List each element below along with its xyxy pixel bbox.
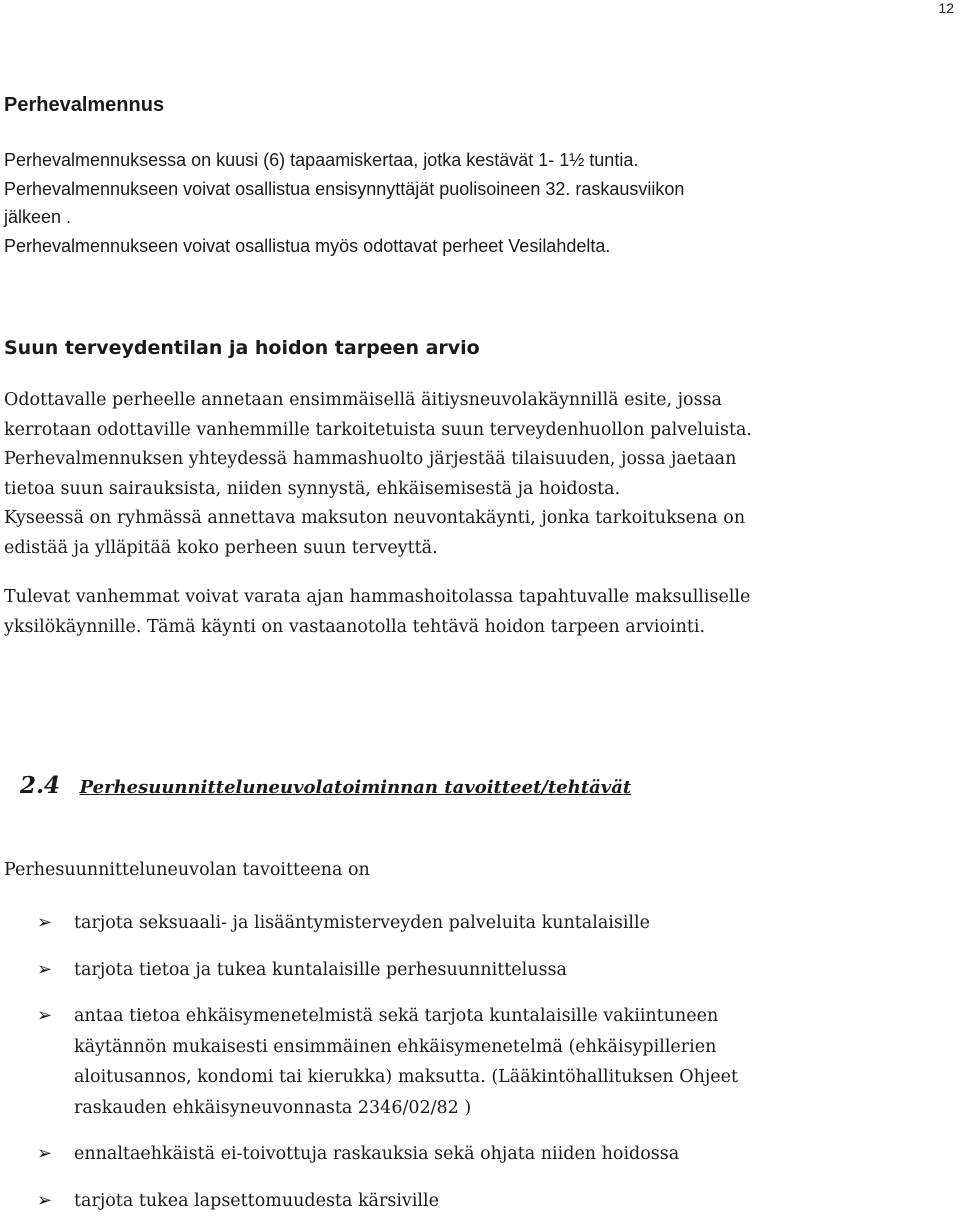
arrow-bullet-icon: ➢	[37, 958, 53, 980]
list-item	[0, 1139, 960, 1170]
text-line: Perhevalmennuksessa on kuusi (6) tapaamiskertaa, jotka kestävät 1- 1½ tuntia.	[4, 150, 639, 170]
section-title: Perhesuunnitteluneuvolatoiminnan tavoitteet/tehtävät	[79, 777, 632, 798]
arrow-bullet-icon: ➢	[37, 1143, 53, 1164]
list-item-text: tarjota seksuaali- ja lisääntymisterveyden palveluita kuntalaisille	[74, 913, 650, 933]
text-line: Kyseessä on ryhmässä annettava maksuton neuvontakäynti, jonka tarkoituksena on	[4, 508, 746, 528]
list-item-text: tarjota tukea lapsettomuudesta kärsiville	[74, 1190, 439, 1211]
arrow-bullet-icon: ➢	[37, 1005, 53, 1026]
text-line: kerrotaan odottaville vanhemmille tarkoitetuista suun terveydenhuollon palveluista.	[4, 419, 752, 440]
suun-terveys-heading: Suun terveydentilan ja hoidon tarpeen arvio	[4, 337, 480, 359]
list-item	[0, 1001, 960, 1123]
section-number: 2.4	[20, 772, 61, 799]
list-item-text: antaa tietoa ehkäisymenetelmistä sekä tarjota kuntalaisille vakiintuneen	[74, 1006, 719, 1026]
text-line: yksilökäynnille. Tämä käynti on vastaanotolla tehtävä hoidon tarpeen arviointi.	[4, 616, 706, 637]
list-item	[0, 955, 960, 986]
list-item	[0, 1186, 960, 1217]
text-line: jälkeen .	[4, 207, 72, 227]
list-item-text: käytännön mukaisesti ensimmäinen ehkäisymenetelmä (ehkäisypillerien	[74, 1036, 717, 1057]
arrow-bullet-icon: ➢	[37, 1189, 53, 1211]
list-item-text: ennaltaehkäistä ei-toivottuja raskauksia sekä ohjata niiden hoidossa	[74, 1144, 680, 1164]
text-line: edistää ja ylläpitää koko perheen suun terveyttä.	[4, 537, 438, 558]
goals-list	[0, 908, 960, 1232]
list-item-text: aloitusannos, kondomi tai kierukka) maksutta. (Lääkintöhallituksen Ohjeet	[74, 1067, 739, 1087]
section-2-4-heading	[20, 772, 631, 799]
section-intro: Perhesuunnitteluneuvolan tavoitteena on	[4, 860, 370, 880]
text-line: tietoa suun sairauksista, niiden synnystä, ehkäisemisestä ja hoidosta.	[4, 478, 621, 499]
text-line: Tulevat vanhemmat voivat varata ajan hammashoitolassa tapahtuvalle maksulliselle	[4, 587, 751, 607]
list-item-text: raskauden ehkäisyneuvonnasta 2346/02/82 )	[74, 1097, 472, 1118]
text-line: Perhevalmennuksen yhteydessä hammashuolto järjestää tilaisuuden, jossa jaetaan	[4, 449, 737, 469]
text-line: Perhevalmennukseen voivat osallistua myös odottavat perheet Vesilahdelta.	[4, 235, 611, 256]
text-line: Odottavalle perheelle annetaan ensimmäisellä äitiysneuvolakäynnillä esite, jossa	[4, 390, 722, 410]
arrow-bullet-icon: ➢	[37, 912, 53, 933]
text-line: Perhevalmennukseen voivat osallistua ensisynnyttäjät puolisoineen 32. raskausviikon	[4, 178, 685, 199]
perhevalmennus-paragraph	[4, 146, 944, 260]
perhevalmennus-heading: Perhevalmennus	[4, 94, 165, 116]
list-item-text: tarjota tietoa ja tukea kuntalaisille perhesuunnittelussa	[74, 959, 567, 980]
suun-terveys-body	[4, 386, 949, 642]
page-number: 12	[938, 0, 954, 16]
list-item	[0, 908, 960, 939]
